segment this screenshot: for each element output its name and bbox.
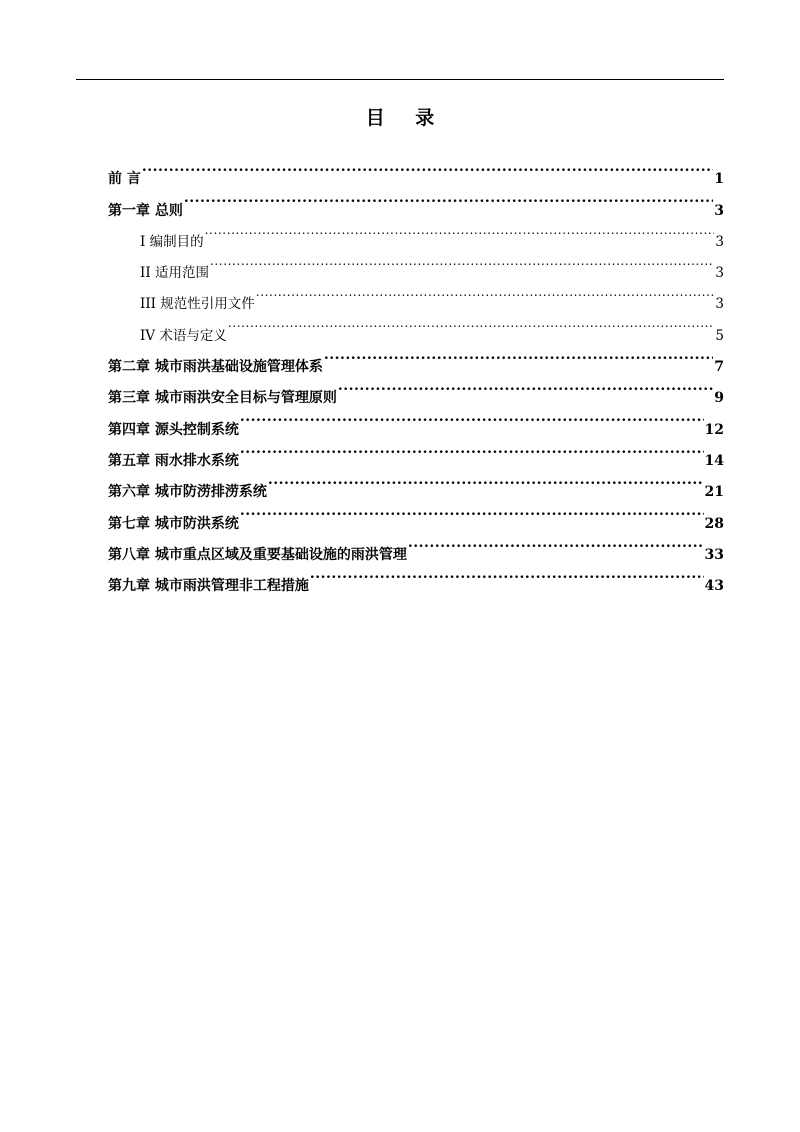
toc-entry[interactable]: [108, 152, 724, 188]
toc-entry-label: II 适用范围: [140, 265, 209, 282]
toc-dot-leader: [240, 402, 704, 433]
toc-entry-label: 第九章 城市雨洪管理非工程措施: [108, 578, 309, 595]
toc-subentry[interactable]: [108, 215, 724, 250]
table-of-contents: [108, 152, 724, 595]
toc-entry-page: 28: [704, 515, 724, 532]
toc-entry-page: 21: [704, 484, 724, 501]
header-rule: [76, 79, 724, 80]
toc-entry-page: 33: [704, 546, 724, 563]
toc-entry-page: 3: [715, 296, 724, 313]
toc-entry-page: 7: [714, 359, 724, 376]
toc-entry[interactable]: [108, 183, 724, 219]
toc-dot-leader: [324, 340, 713, 371]
toc-dot-leader: [240, 434, 704, 465]
toc-dot-leader: [142, 152, 713, 183]
toc-entry-label: I 编制目的: [140, 233, 204, 250]
toc-entry-label: 第二章 城市雨洪基础设施管理体系: [108, 359, 323, 376]
toc-entry-page: 5: [715, 327, 724, 344]
toc-entry-label: 第六章 城市防涝排涝系统: [108, 484, 267, 501]
toc-entry-label: 第五章 雨水排水系统: [108, 452, 239, 469]
toc-entry-label: 前 言: [108, 171, 141, 188]
toc-dot-leader: [256, 277, 715, 308]
toc-entry-page: 1: [714, 171, 724, 188]
toc-entry-label: 第一章 总则: [108, 202, 183, 219]
toc-dot-leader: [228, 308, 715, 339]
toc-dot-leader: [268, 465, 704, 496]
toc-entry-page: 43: [704, 578, 724, 595]
toc-dot-leader: [338, 371, 713, 402]
toc-dot-leader: [184, 183, 713, 214]
toc-entry-page: 3: [715, 265, 724, 282]
toc-dot-leader: [240, 496, 704, 527]
toc-entry-label: 第三章 城市雨洪安全目标与管理原则: [108, 390, 337, 407]
toc-entry-page: 9: [714, 390, 724, 407]
toc-entry-page: 3: [715, 233, 724, 250]
toc-entry-label: 第八章 城市重点区域及重要基础设施的雨洪管理: [108, 546, 407, 563]
toc-entry-page: 12: [704, 421, 724, 438]
toc-title: 目 录: [365, 107, 447, 129]
toc-entry-label: 第四章 源头控制系统: [108, 421, 239, 438]
toc-entry-page: 14: [704, 452, 724, 469]
toc-entry-page: 3: [714, 202, 724, 219]
toc-entry-label: III 规范性引用文件: [140, 296, 255, 313]
toc-entry-label: 第七章 城市防洪系统: [108, 515, 239, 532]
toc-dot-leader: [408, 528, 704, 559]
toc-dot-leader: [310, 559, 704, 590]
toc-dot-leader: [205, 215, 715, 246]
toc-dot-leader: [210, 246, 714, 277]
toc-entry-label: IV 术语与定义: [140, 327, 227, 344]
